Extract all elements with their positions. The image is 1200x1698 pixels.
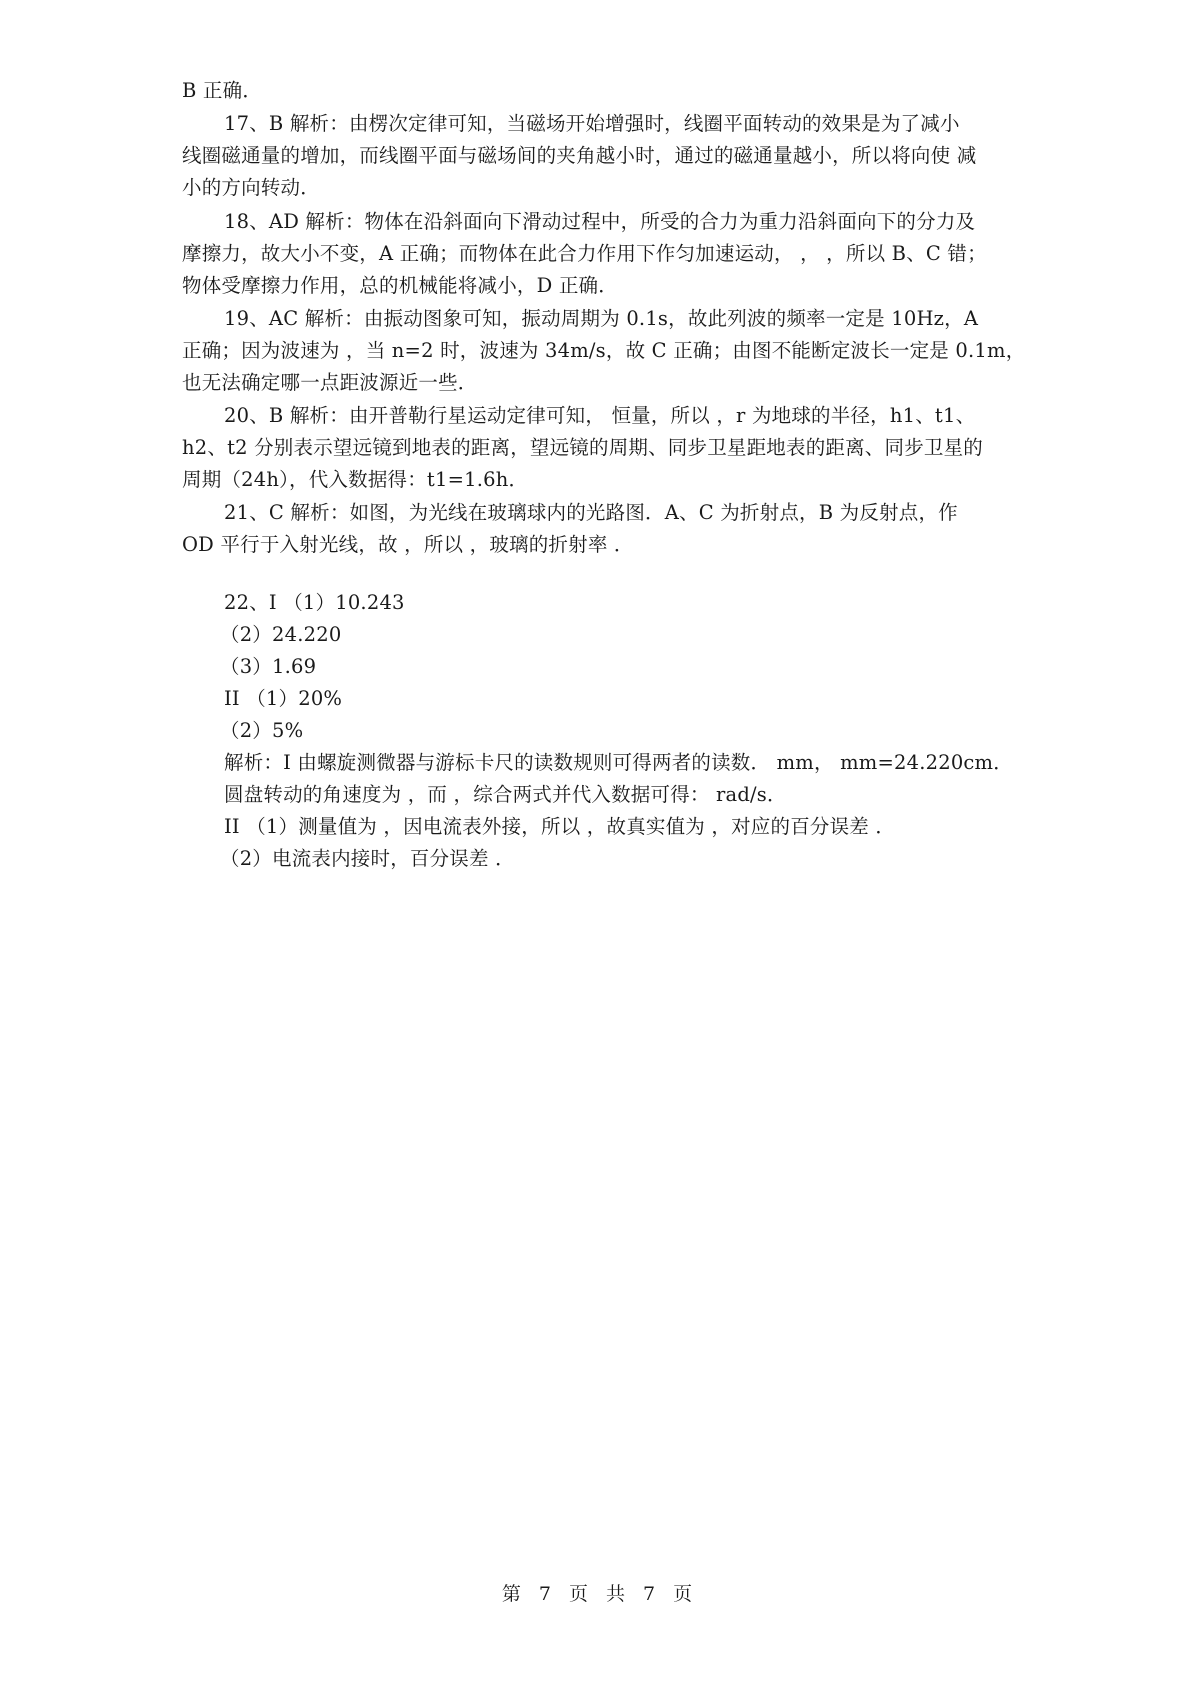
text-line: 18、AD 解析：物体在沿斜面向下滑动过程中，所受的合力为重力沿斜面向下的分力及 — [224, 210, 976, 233]
text-line: 摩擦力，故大小不变，A 正确；而物体在此合力作用下作匀加速运动， ， ，所以 B、C 错； — [182, 242, 987, 265]
answer-line: 解析：I 由螺旋测微器与游标卡尺的读数规则可得两者的读数． mm， mm=24.220cm． — [224, 751, 1013, 774]
text-line: 21、C 解析：如图，为光线在玻璃球内的光路图．A、C 为折射点，B 为反射点，作 — [224, 501, 958, 524]
text-line: 17、B 解析：由楞次定律可知，当磁场开始增强时，线圈平面转动的效果是为了减小 — [224, 112, 960, 135]
text-line: OD 平行于入射光线，故 ，所以 ，玻璃的折射率 ． — [182, 533, 634, 556]
answer-line: II （1）20% — [224, 687, 343, 710]
answer-line: （2）电流表内接时，百分误差 ． — [220, 847, 515, 870]
answer-line: II （1）测量值为 ，因电流表外接，所以 ，故真实值为 ，对应的百分误差 ． — [224, 815, 896, 838]
text-line: 小的方向转动． — [182, 176, 320, 199]
text-line: h2、t2 分别表示望远镜到地表的距离，望远镜的周期、同步卫星距地表的距离、同步卫星的 — [182, 436, 984, 459]
answer-line: （3）1.69 — [220, 655, 317, 678]
page-number-footer: 第 7 页 共 7 页 — [501, 1583, 699, 1605]
text-line: 也无法确定哪一点距波源近一些． — [182, 371, 478, 394]
text-line: 周期（24h），代入数据得：t1=1.6h． — [182, 468, 529, 491]
text-line: 物体受摩擦力作用，总的机械能将减小，D 正确． — [182, 274, 618, 297]
text-line: B 正确． — [182, 79, 263, 102]
text-line: 正确；因为波速为 ，当 n=2 时，波速为 34m/s，故 C 正确；由图不能断定波长一定是 0.1m， — [182, 339, 1026, 362]
text-line: 20、B 解析：由开普勒行星运动定律可知， 恒量，所以 ，r 为地球的半径，h1、t1、 — [224, 404, 976, 427]
answer-line: （2）24.220 — [220, 623, 342, 646]
text-line: 19、AC 解析：由振动图象可知，振动周期为 0.1s，故此列波的频率一定是 10Hz，A — [224, 307, 979, 330]
answer-line: 22、I （1）10.243 — [224, 591, 405, 614]
text-line: 线圈磁通量的增加，而线圈平面与磁场间的夹角越小时，通过的磁通量越小，所以将向使 减 — [182, 144, 977, 167]
answer-line: （2）5% — [220, 719, 304, 742]
answer-line: 圆盘转动的角速度为 ，而 ，综合两式并代入数据可得： rad/s． — [224, 783, 787, 806]
